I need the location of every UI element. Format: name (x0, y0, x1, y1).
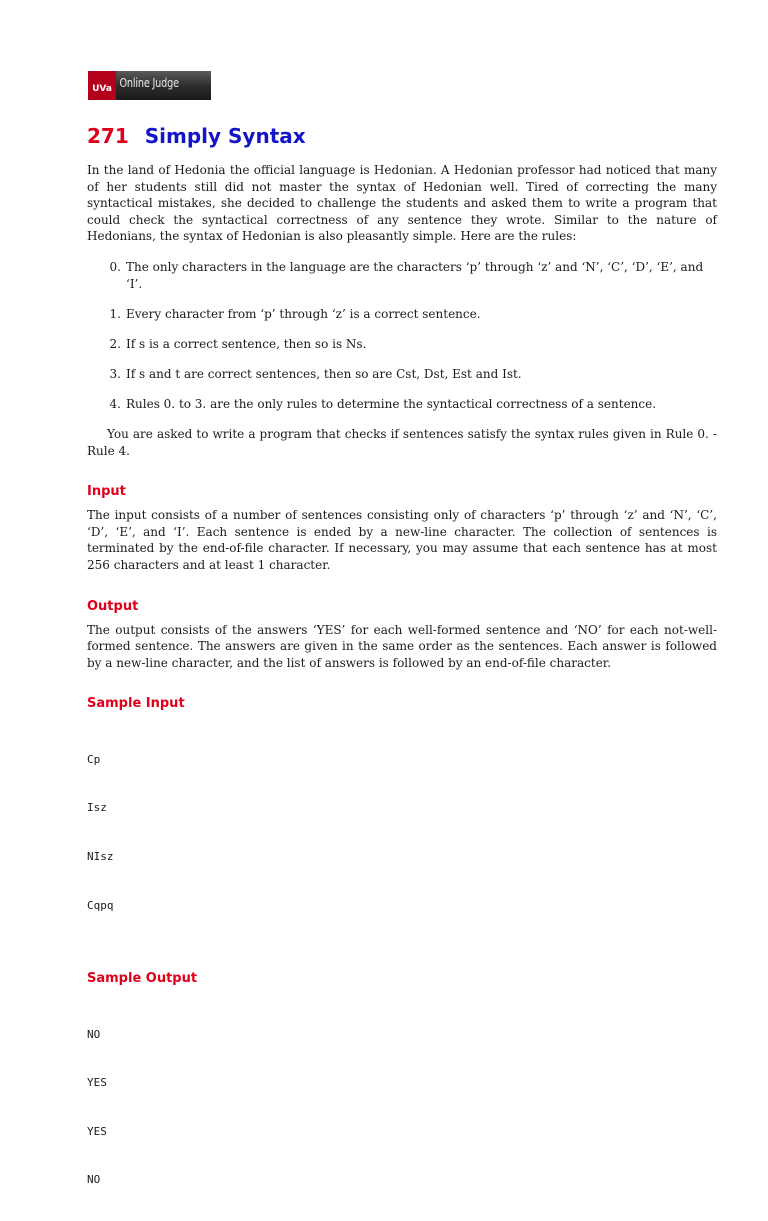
rule-item (87, 336, 717, 353)
sample-input-block (87, 719, 717, 946)
output-heading: Output (87, 598, 139, 614)
sample-output-heading: Sample Output (87, 971, 198, 987)
rule-text: If s is a correct sentence, then so is Ns. (126, 336, 367, 351)
sample-output-line: NO (87, 1173, 101, 1187)
sample-input-line: Cp (87, 752, 101, 766)
rule-text: If s and t are correct sentences, then so are Cst, Dst, Est and Ist. (126, 366, 522, 381)
rule-text: Every character from ‘p’ through ‘z’ is a correct sentence. (126, 306, 481, 321)
problem-number: 271 (87, 124, 129, 148)
sample-output-block (87, 994, 717, 1221)
sample-output-line: NO (87, 1027, 101, 1041)
rule-item (87, 396, 717, 413)
rule-number: 0. (109, 259, 121, 274)
sample-input-line: NIsz (87, 850, 114, 863)
intro-paragraph: In the land of Hedonia the official language is Hedonian. A Hedonian professor had noticed that many of her students still did not master the syntax of Hedonian well. Tired of correcting the many syntactical mistakes, she decided to challenge the students and asked them to write a program that could check the syntactical correctness of any sentence they wrote. Similar to the nature of Hedonians, the syntax of Hedonian is also pleasantly simple. Here are the rules: (87, 163, 717, 244)
rule-number: 4. (109, 396, 121, 411)
rule-item (87, 306, 717, 323)
problem-title (87, 124, 306, 148)
rule-text: The only characters in the language are the characters ‘p’ through ‘z’ and ‘N’, ‘C’, ‘D’, ‘E’, and ‘I’. (126, 259, 704, 291)
rule-number: 2. (109, 336, 121, 351)
problem-body (87, 162, 717, 1221)
sample-input-line: Isz (87, 801, 107, 815)
rule-item (87, 366, 717, 383)
sample-input-heading: Sample Input (87, 696, 185, 712)
rule-text: Rules 0. to 3. are the only rules to determine the syntactical correctness of a sentence. (126, 396, 657, 411)
rule-number: 1. (109, 306, 121, 321)
task-paragraph: You are asked to write a program that checks if sentences satisfy the syntax rules given in Rule 0. - Rule 4. (87, 427, 717, 458)
rules-list (87, 259, 717, 413)
logo-online-judge-text: Online Judge (119, 75, 179, 90)
sample-output-line: YES (87, 1076, 107, 1090)
uva-online-judge-logo (88, 71, 211, 100)
sample-output-line: YES (87, 1124, 107, 1138)
problem-name: Simply Syntax (144, 124, 306, 148)
rule-item (87, 259, 717, 292)
output-paragraph: The output consists of the answers ‘YES’ for each well-formed sentence and ‘NO’ for each not-well-formed sentence. The answers are given in the same order as the sentences. Each answer is followed by a new-line character, and the list of answers is followed by an end-of-file character. (87, 622, 717, 670)
sample-input-line: Cqpq (87, 898, 114, 912)
logo-uva-mark: UVa (88, 71, 116, 100)
input-paragraph: The input consists of a number of sentences consisting only of characters ‘p’ through ‘z’ and ‘N’, ‘C’, ‘D’, ‘E’, and ‘I’. Each sentence is ended by a new-line character. The collection of sentences is terminated by the end-of-file character. If necessary, you may assume that each sentence has at most 256 characters and at least 1 character. (87, 508, 717, 572)
input-heading: Input (87, 484, 126, 500)
rule-number: 3. (109, 366, 121, 381)
